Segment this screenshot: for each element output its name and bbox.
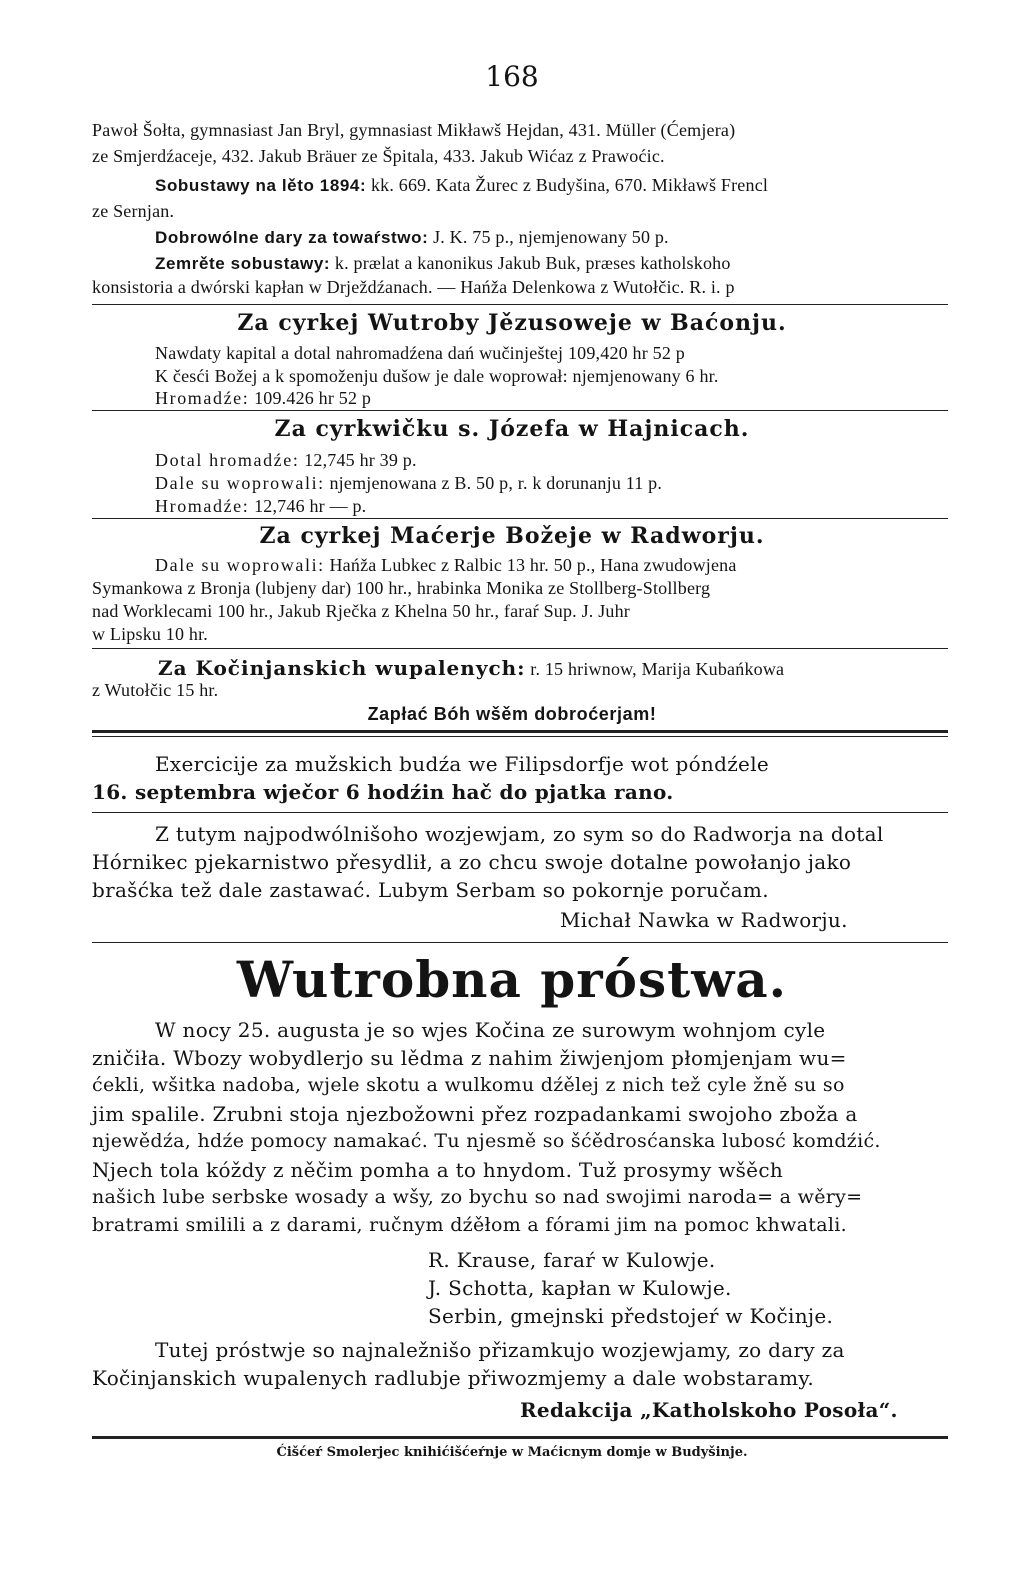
editor-signature: Redakcija „Katholskoho Posoła“. — [520, 1398, 898, 1422]
divider — [92, 942, 948, 943]
ad-line: brašćka tež dale zastawać. Lubym Serbam so pokornje poručam. — [92, 878, 769, 902]
total-value: 12,746 hr — p. — [254, 496, 367, 516]
text-line — [155, 555, 737, 576]
members-label: Sobustawy na lěto 1894: — [155, 176, 367, 195]
page-number: 168 — [485, 60, 539, 93]
total-label: Hromadźe: — [155, 388, 250, 408]
appeal-line: ćekli, wšitka nadoba, wjele skotu a wulkomu dźělej z nich tež cyle žně su so — [92, 1074, 845, 1096]
text-line: z Wutołčic 15 hr. — [92, 680, 219, 700]
signature: J. Schotta, kapłan w Kulowje. — [428, 1276, 732, 1300]
text-line: ze Sernjan. — [92, 201, 175, 221]
appeal-line: našich lube serbske wosady a wšy, zo bychu so nad swojimi naroda= a wěry= — [92, 1186, 863, 1208]
appeal-line: Njech tola kóždy z něčim pomha a to hnydom. Tuž prosymy wšěch — [92, 1158, 783, 1182]
section-heading: Za Kočinjanskich wupalenych: — [158, 656, 526, 680]
divider — [92, 648, 948, 649]
total-label: Dotal hromadźe: — [155, 450, 300, 470]
text-line — [155, 388, 371, 409]
text-line: K česći Božej a k spomoženju dušow je dale woprował: njemjenowany 6 hr. — [155, 366, 719, 386]
double-rule — [92, 1436, 948, 1439]
appeal-line: njewědźa, hdźe pomocy namakać. Tu njesmě so šćědrosćanska lubosć komdźić. — [92, 1130, 881, 1152]
ad-line: 16. septembra wječor 6 hodźin hač do pjatka rano. — [92, 780, 674, 804]
text-line — [158, 656, 784, 680]
text-line — [155, 450, 417, 471]
donated-label: Dale su woprowali: — [155, 473, 325, 493]
ad-line: Z tutym najpodwólnišoho wozjewjam, zo sym so do Radworja na dotal — [155, 822, 884, 846]
signature: Serbin, gmejnski předstojeŕ w Kočinje. — [428, 1304, 834, 1328]
text-line: konsistoria a dwórski kapłan w Drježdźanach. — Hańža Delenkowa z Wutołčic. R. i. p — [92, 277, 735, 297]
ad-line: Hórnikec pjekarnistwo přesydlił, a zo chcu swoje dotalne powołanjo jako — [92, 850, 852, 874]
divider — [92, 304, 948, 305]
total-value: 12,745 hr 39 p. — [304, 450, 417, 470]
divider — [92, 518, 948, 519]
total-value: 109.426 hr 52 p — [254, 388, 372, 408]
divider — [92, 410, 948, 411]
appeal-line: W nocy 25. augusta je so wjes Kočina ze surowym wohnjom cyle — [155, 1018, 826, 1042]
text-line: Symankowa z Bronja (lubjeny dar) 100 hr., hrabinka Monika ze Stollberg-Stollberg — [92, 578, 711, 598]
section-heading: Za cyrkej Maćerje Božeje w Radworju. — [259, 523, 765, 549]
text-line — [155, 253, 731, 274]
ad-line: Exercicije za mužskich budźa we Filipsdorfje wot póndźele — [155, 752, 770, 776]
ad-signature: Michał Nawka w Radworju. — [560, 908, 848, 932]
appeal-note: Kočinjanskich wupalenych radlubje přiwozmjemy a dale wobstaramy. — [92, 1366, 815, 1390]
appeal-line: zničiła. Wbozy wobydlerjo su lědma z nahim žiwjenjom płomjenjam wu= — [92, 1046, 847, 1070]
donations-label: Dobrowólne dary za towaŕstwo: — [155, 228, 429, 247]
appeal-note: Tutej próstwje so najnaležnišo přizamkujo wozjewjamy, zo dary za — [155, 1338, 845, 1362]
donated-text: Hańža Lubkec z Ralbic 13 hr. 50 p., Hana zwudowjena — [329, 555, 737, 575]
deceased-label: Zemrěte sobustawy: — [155, 254, 331, 273]
donated-text: njemjenowana z B. 50 p, r. k dorunanju 11 p. — [329, 473, 663, 493]
text-line — [155, 473, 662, 494]
appeal-line: bratrami smilili a z darami, ručnym dźěłom a fórami jim na pomoc khwatali. — [92, 1214, 847, 1236]
donations-text: J. K. 75 p., njemjenowany 50 p. — [433, 227, 669, 247]
donated-label: Dale su woprowali: — [155, 555, 325, 575]
signature: R. Krause, faraŕ w Kulowje. — [428, 1248, 716, 1272]
text-line — [155, 227, 669, 248]
text-line: Pawoł Šołta, gymnasiast Jan Bryl, gymnasiast Mikławš Hejdan, 431. Müller (Ćemjera) — [92, 120, 736, 140]
double-rule — [92, 736, 948, 737]
section-heading: Za cyrkej Wutroby Jězusoweje w Baćonju. — [237, 310, 787, 336]
section-heading: Za cyrkwičku s. Józefa w Hajnicach. — [274, 416, 750, 442]
total-label: Hromadźe: — [155, 496, 250, 516]
appeal-line: jim spalile. Zrubni stoja njezbožowni přez rozpadankami swojoho zboža a — [92, 1102, 858, 1126]
deceased-text: k. prælat a kanonikus Jakub Buk, præses katholskoho — [334, 253, 731, 273]
appeal-title: Wutrobna próstwa. — [236, 950, 788, 1009]
text-line: Nawdaty kapital a dotal nahromadźena dań wučinještej 109,420 hr 52 p — [155, 343, 685, 363]
printer-footer: Ćišćeŕ Smolerjec knihićišćeŕnje w Maćicnym domje w Budyšinje. — [276, 1445, 748, 1460]
text-line — [155, 175, 768, 196]
text-line: ze Smjerdźaceje, 432. Jakub Bräuer ze Špitala, 433. Jakub Wićaz z Prawoćic. — [92, 146, 665, 166]
thanks-line: Zapłać Bóh wšěm dobroćerjam! — [367, 704, 657, 724]
section-text: r. 15 hriwnow, Marija Kubańkowa — [530, 659, 785, 679]
double-rule — [92, 730, 948, 733]
members-text: kk. 669. Kata Žurec z Budyšina, 670. Mikławš Frencl — [370, 175, 769, 195]
text-line — [155, 496, 366, 517]
text-line: nad Worklecami 100 hr., Jakub Rječka z Khelna 50 hr., faraŕ Sup. J. Juhr — [92, 601, 630, 621]
text-line: w Lipsku 10 hr. — [92, 624, 209, 644]
divider — [92, 812, 948, 813]
